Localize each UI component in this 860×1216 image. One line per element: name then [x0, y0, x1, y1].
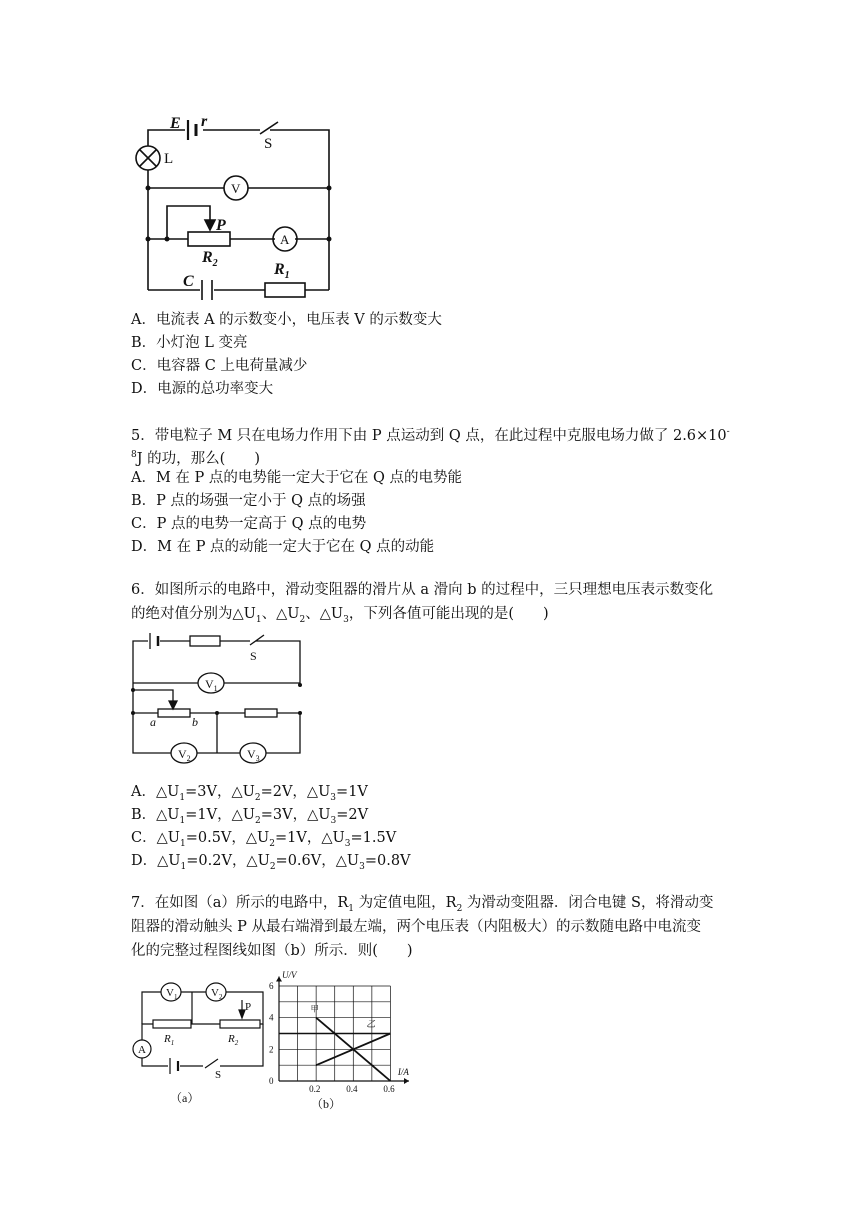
label-b: b: [192, 715, 198, 729]
x-axis-label: I/A: [397, 1067, 409, 1077]
label-V1: $V_1$: [205, 677, 218, 693]
label-R2: $R_2$: [228, 1033, 239, 1047]
q5-option-a[interactable]: A．M 在 P 点的电势能一定大于它在 Q 点的电势能: [131, 470, 463, 486]
x-axis-arrow: [404, 1078, 409, 1084]
chart-text: [269, 970, 409, 1094]
y-tick-label: 4: [269, 1012, 274, 1023]
q7-circuit-figure-a: [128, 978, 268, 1108]
q6-option-a[interactable]: A．$\triangle U_1=3V$，$\triangle U_2=2V$，$\triangle U_3=1V$: [131, 784, 368, 803]
label-r: r: [201, 113, 208, 130]
q6-option-c[interactable]: C．$\triangle U_1=0.5V$，$\triangle U_2=1V$，$\triangle U_3=1.5V$: [131, 830, 397, 849]
label-R2: $R_2$: [202, 249, 218, 269]
series-label-jia: 甲: [310, 1004, 319, 1014]
label-L: L: [164, 151, 174, 167]
label-C: C: [183, 273, 194, 290]
q7-stem-line2: 阻器的滑动触头 P 从最右端滑到最左端，两个电压表（内阻极大）的示数随电路中电流变: [131, 919, 701, 935]
series-label-yi: 乙: [366, 1019, 376, 1030]
label-A: A: [280, 232, 290, 247]
caption-a: （a）: [170, 1091, 200, 1105]
label-R1: $R_1$: [274, 261, 290, 281]
label-E: E: [170, 115, 181, 132]
q5-stem-line2: $^8$J 的功，那么( ): [131, 450, 260, 467]
x-tick-label: 0.6: [383, 1084, 395, 1094]
q5-option-d[interactable]: D．M 在 P 点的动能一定大于它在 Q 点的动能: [131, 539, 435, 555]
label-R1: $R_1$: [164, 1033, 175, 1047]
label-S: S: [215, 1069, 222, 1081]
q6-stem-line1: 6．如图所示的电路中，滑动变阻器的滑片从 a 滑向 b 的过程中，三只理想电压表示数变化: [131, 582, 714, 598]
q7-stem-line1: 7．在如图（a）所示的电路中，$R_1$ 为定值电阻，$R_2$ 为滑动变阻器．闭合电键 S，将滑动变: [131, 895, 714, 914]
chart-axes: [276, 977, 409, 1085]
q4-option-d[interactable]: D．电源的总功率变大: [131, 381, 274, 397]
y-axis-label: U/V: [282, 970, 297, 981]
q5-option-b[interactable]: B．P 点的场强一定小于 Q 点的场强: [131, 493, 366, 509]
label-V2: $V_2$: [211, 987, 223, 1001]
q4-option-c[interactable]: C．电容器 C 上电荷量减少: [131, 358, 308, 374]
label-P: P: [245, 1001, 252, 1013]
label-V: V: [231, 181, 241, 196]
label-V1: $V_1$: [166, 987, 178, 1001]
x-tick-label: 0.4: [346, 1084, 358, 1094]
q5-option-c[interactable]: C．P 点的电势一定高于 Q 点的电势: [131, 516, 367, 532]
label-P: P: [216, 217, 226, 234]
q7-stem-line3: 化的完整过程图线如图（b）所示．则( ): [131, 943, 413, 959]
q6-stem-line2: 的绝对值分别为$\triangle U_1$、$\triangle U_2$、$\triangle U_3$，下列各值可能出现的是( ): [131, 606, 549, 625]
label-S: S: [250, 649, 257, 663]
y-tick-label: 0: [269, 1076, 274, 1086]
label-V3: $V_3$: [247, 747, 260, 763]
q6-option-d[interactable]: D．$\triangle U_1=0.2V$，$\triangle U_2=0.6V$，$\triangle U_3=0.8V$: [131, 853, 411, 872]
caption-b: （b）: [311, 1097, 342, 1111]
q6-circuit-figure: [128, 633, 308, 773]
y-tick-label: 2: [269, 1044, 274, 1055]
y-tick-label: 6: [269, 981, 274, 991]
q7-graph-figure-b: [265, 968, 410, 1113]
label-S: S: [264, 136, 273, 152]
q5-stem-line1: 5．带电粒子 M 只在电场力作用下由 P 点运动到 Q 点，在此过程中克服电场力做了 2.6×10-: [131, 427, 730, 444]
label-A: A: [138, 1044, 146, 1056]
label-V2: $V_2$: [178, 747, 191, 763]
label-a: a: [150, 715, 156, 729]
q6-option-b[interactable]: B．$\triangle U_1=1V$，$\triangle U_2=3V$，$\triangle U_3=2V$: [131, 807, 369, 826]
q4-option-b[interactable]: B．小灯泡 L 变亮: [131, 335, 248, 351]
q4-circuit-figure: [130, 108, 340, 304]
x-tick-label: 0.2: [309, 1084, 321, 1094]
q4-option-a[interactable]: A．电流表 A 的示数变小，电压表 V 的示数变大: [131, 312, 442, 328]
